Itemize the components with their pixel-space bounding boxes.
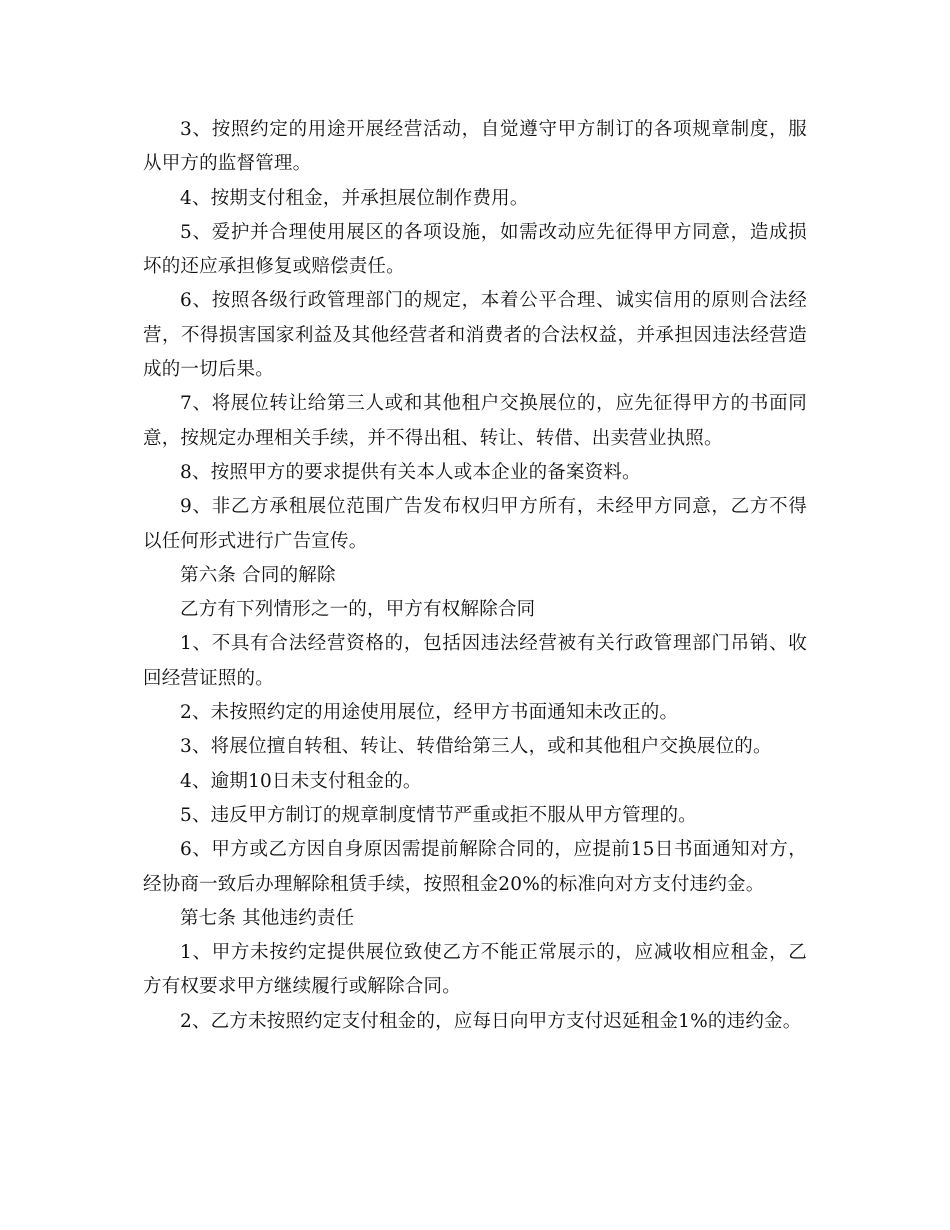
clause-paragraph: 3、将展位擅自转租、转让、转借给第三人，或和其他租户交换展位的。 [180,736,772,758]
clause-paragraph: 2、乙方未按照约定支付租金的，应每日向甲方支付迟延租金1%的违约金。 [180,1010,802,1032]
clause-paragraph: 6、甲方或乙方因自身原因需提前解除合同的，应提前15日书面通知对方，经协商一致后办理解除租赁手续，按照租金20%的标准向对方支付违约金。 [143,839,807,895]
clause-paragraph: 8、按照甲方的要求提供有关本人或本企业的备案资料。 [180,461,641,483]
clause-paragraph: 5、违反甲方制订的规章制度情节严重或拒不服从甲方管理的。 [180,804,697,826]
clause-paragraph: 1、甲方未按约定提供展位致使乙方不能正常展示的，应减收相应租金，乙方有权要求甲方继续履行或解除合同。 [143,942,807,998]
clause-paragraph: 2、未按照约定的用途使用展位，经甲方书面通知未改正的。 [180,702,679,724]
clause-paragraph: 9、非乙方承租展位范围广告发布权归甲方所有，未经甲方同意，乙方不得以任何形式进行广告宣传。 [143,496,807,552]
clause-paragraph: 3、按照约定的用途开展经营活动，自觉遵守甲方制订的各项规章制度，服从甲方的监督管理。 [143,119,807,175]
clause-paragraph: 4、按期支付租金，并承担展位制作费用。 [180,187,529,209]
clause-paragraph: 1、不具有合法经营资格的，包括因违法经营被有关行政管理部门吊销、收回经营证照的。 [143,633,807,689]
clause-paragraph: 4、逾期10日未支付租金的。 [180,770,422,792]
section-heading: 第六条 合同的解除 [180,564,336,586]
clause-paragraph: 5、爱护并合理使用展区的各项设施，如需改动应先征得甲方同意，造成损坏的还应承担修复或赔偿责任。 [143,221,807,278]
clause-paragraph: 6、按照各级行政管理部门的规定，本着公平合理、诚实信用的原则合法经营，不得损害国家利益及其他经营者和消费者的合法权益，并承担因违法经营造成的一切后果。 [143,290,807,381]
section-heading: 第七条 其他违约责任 [180,907,355,929]
clause-paragraph: 7、将展位转让给第三人或和其他租户交换展位的，应先征得甲方的书面同意，按规定办理相关手续，并不得出租、转让、转借、出卖营业执照。 [143,393,807,449]
clause-paragraph: 乙方有下列情形之一的，甲方有权解除合同 [180,599,536,621]
document-body [143,113,807,1039]
